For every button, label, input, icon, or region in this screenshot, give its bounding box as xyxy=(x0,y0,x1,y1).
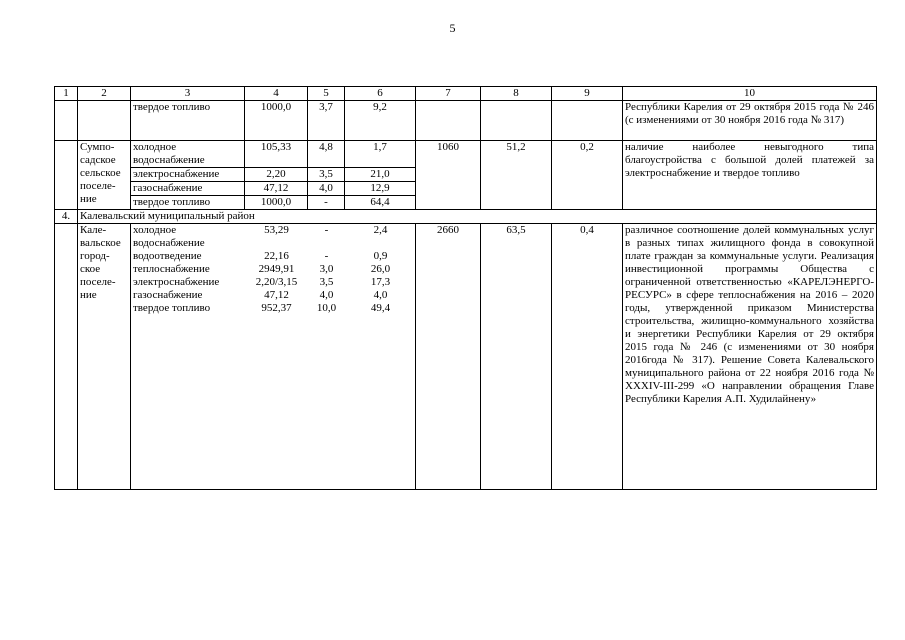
service-name: газоснабжение xyxy=(131,182,245,196)
cell-value: 47,12 xyxy=(264,289,289,301)
note-cell: различное соотношение долей коммунальных услуг в разных типах жилищного фонда в совокупной плате граждан за коммунальные услуги. Реализация инвестиционной программы Общества с ограниченной ответственностью «КАРЕЛЭНЕРГО-РЕСУРС» в сфере теплоснабжения на 2016 – 2020 годы, утвержденной приказом Министерства строительства, жилищно-коммунального хозяйства и энергетики Республики Карелия от 29 октября 2015 года № 246 (с изменениями от 30 ноября 2016года № 317). Решение Совета Калевальского муниципального района от 22 ноября 2016 года № XXXIV-III-299 «О направлении обращения Главе Республики Карелия А.П. Худилайнену» xyxy=(623,224,877,490)
cell-value: 21,0 xyxy=(345,168,416,182)
cell-value: 1000,0 xyxy=(245,196,308,210)
cell-value: 2,4 xyxy=(373,224,388,236)
services-subtable xyxy=(131,224,416,315)
cell-value: 63,5 xyxy=(481,224,552,490)
cell-value: 47,12 xyxy=(245,182,308,196)
cell-value: 1,7 xyxy=(345,141,416,168)
cell-value: 105,33 xyxy=(245,141,308,168)
header-cell: 6 xyxy=(345,87,416,101)
cell-value: 1060 xyxy=(416,141,481,210)
header-cell: 5 xyxy=(308,87,345,101)
district-name: Калевальский муниципальный район xyxy=(78,210,877,224)
cell-value: 3,7 xyxy=(308,101,345,141)
service-name: водоотведение xyxy=(133,250,202,262)
cell-value: 12,9 xyxy=(345,182,416,196)
cell-value: 4,0 xyxy=(308,182,345,196)
header-cell: 10 xyxy=(623,87,877,101)
service-row xyxy=(131,289,416,302)
table-row xyxy=(55,141,877,168)
district-number: 4. xyxy=(55,210,78,224)
header-cell: 3 xyxy=(131,87,245,101)
cell-value: 0,4 xyxy=(552,224,623,490)
settlement-name: Кале-вальское город-ское поселе-ние xyxy=(78,224,131,490)
settlement-name: Сумпо-садское сельское поселе-ние xyxy=(78,141,131,210)
cell-value: 10,0 xyxy=(316,302,337,314)
cell-value: 26,0 xyxy=(370,263,391,275)
service-row xyxy=(131,276,416,289)
cell-value: 17,3 xyxy=(370,276,391,288)
cell-value: 9,2 xyxy=(345,101,416,141)
cell-value: 64,4 xyxy=(345,196,416,210)
service-name: твердое топливо xyxy=(131,196,245,210)
cell-value: 3,5 xyxy=(308,168,345,182)
service-name: твердое топливо xyxy=(131,101,245,141)
table-row xyxy=(55,224,877,490)
service-name: газоснабжение xyxy=(133,289,203,301)
cell-value: 1000,0 xyxy=(245,101,308,141)
cell-value: 2,20 xyxy=(245,168,308,182)
cell-value: 3,5 xyxy=(319,276,334,288)
district-row xyxy=(55,210,877,224)
cell-value: 4,8 xyxy=(308,141,345,168)
cell-value: 22,16 xyxy=(264,250,289,262)
header-cell: 7 xyxy=(416,87,481,101)
header-row xyxy=(55,87,877,101)
cell-value: 51,2 xyxy=(481,141,552,210)
cell-value: 53,29 xyxy=(264,224,289,236)
cell-value: 4,0 xyxy=(373,289,388,301)
service-row xyxy=(131,250,416,263)
cell-value: - xyxy=(308,196,345,210)
note-cell: наличие наиболее невыгодного типа благоустройства с большой долей платежей за электроснабжение и твердое топливо xyxy=(623,141,877,210)
cell-value: 952,37 xyxy=(261,302,292,314)
service-name: электроснабжение xyxy=(131,168,245,182)
cell-value: 0,2 xyxy=(552,141,623,210)
header-cell: 4 xyxy=(245,87,308,101)
cell-value: 2,20/3,15 xyxy=(255,276,298,288)
note-cell: Республики Карелия от 29 октября 2015 года № 246 (с изменениями от 30 ноября 2016 года № 317) xyxy=(623,101,877,141)
cell-value: 0,9 xyxy=(373,250,388,262)
table-row xyxy=(55,101,877,141)
service-name: холодное водоснабжение xyxy=(133,224,205,249)
cell-value: - xyxy=(324,224,329,236)
service-row xyxy=(131,224,416,250)
header-cell: 9 xyxy=(552,87,623,101)
service-name: холодное водоснабжение xyxy=(131,141,245,168)
service-name: твердое топливо xyxy=(133,302,211,314)
cell-value: 2949,91 xyxy=(258,263,295,275)
cell-value: - xyxy=(324,250,329,262)
header-cell: 8 xyxy=(481,87,552,101)
cell-value: 3,0 xyxy=(319,263,334,275)
header-cell: 2 xyxy=(78,87,131,101)
service-row xyxy=(131,302,416,315)
page-number: 5 xyxy=(449,21,456,35)
cell-value: 49,4 xyxy=(370,302,391,314)
tariff-table xyxy=(54,86,877,490)
header-cell: 1 xyxy=(55,87,78,101)
service-name: теплоснабжение xyxy=(133,263,210,275)
service-row xyxy=(131,263,416,276)
service-name: электроснабжение xyxy=(133,276,220,288)
cell-value: 2660 xyxy=(416,224,481,490)
cell-value: 4,0 xyxy=(319,289,334,301)
